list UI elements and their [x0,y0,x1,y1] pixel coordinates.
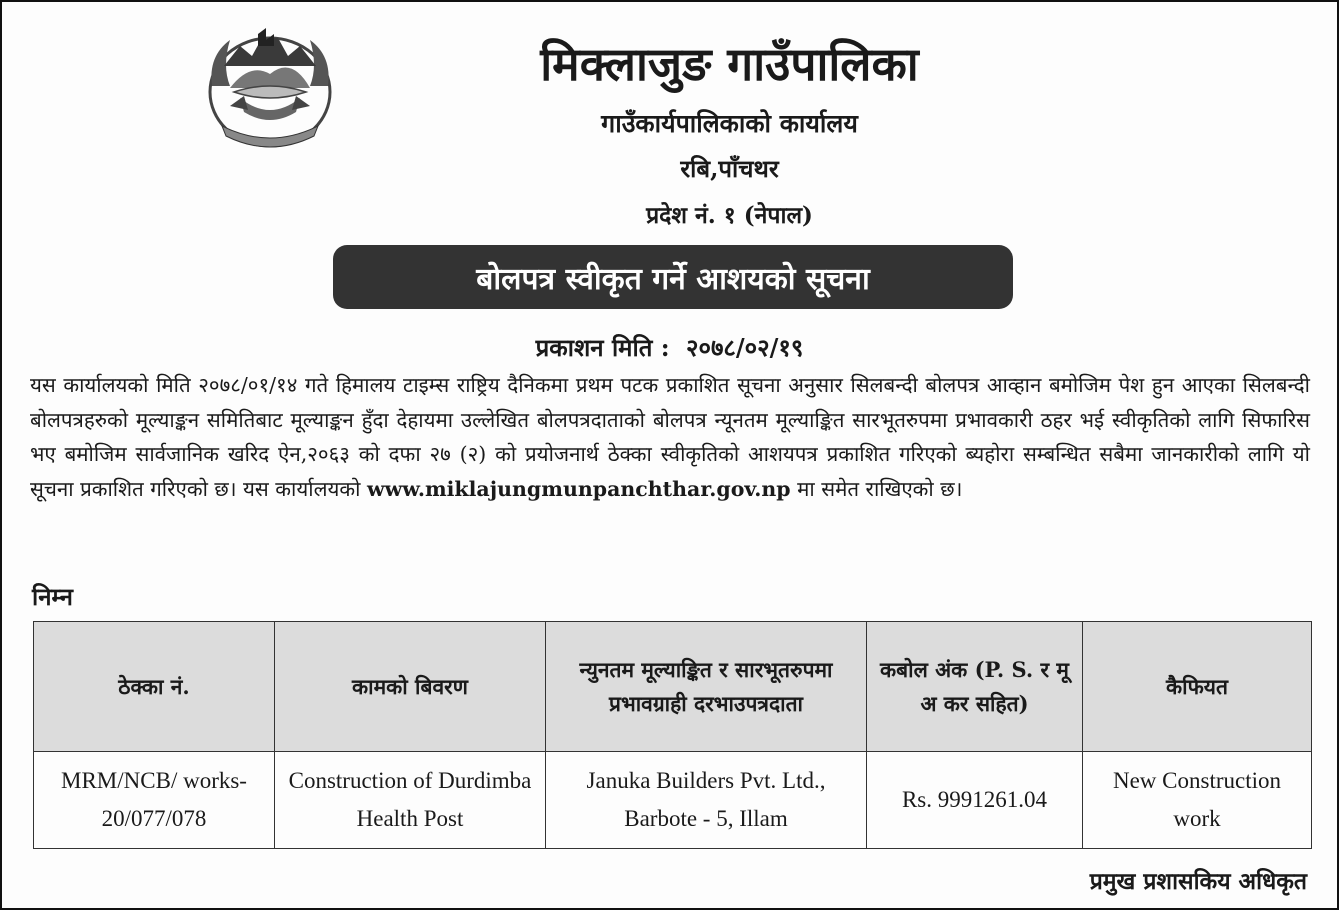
cell-bidder: Januka Builders Pvt. Ltd., Barbote - 5, Illam [546,752,867,849]
cell-remarks: New Construction work [1083,752,1312,849]
tender-table [33,621,1312,849]
province-name: प्रदेश नं. १ (नेपाल) [646,202,813,229]
publication-date-line [2,331,1337,364]
header-bidder: न्युनतम मूल्याङ्कित र सारभूतरुपमा प्रभावग्राही दरभाउपत्रदाता [546,622,867,752]
header-remarks: कैफियत [1083,622,1312,752]
cell-description: Construction of Durdimba Health Post [275,752,546,849]
notice-body-text-end: मा समेत राखिएको छ। [797,476,963,501]
notice-body [30,368,1310,506]
office-name: गाउँकार्यपालिकाको कार्यालय [601,109,858,138]
cell-contract-no: MRM/NCB/ works-20/077/078 [34,752,275,849]
cell-amount: Rs. 9991261.04 [867,752,1083,849]
signatory-title: प्रमुख प्रशासकिय अधिकृत [1089,868,1307,895]
office-location: रबि,पाँचथर [680,154,779,183]
header-description: कामको बिवरण [275,622,546,752]
website-link[interactable]: www.miklajungmunpanchthar.gov.np [366,476,791,501]
municipality-title: मिक्लाजुङ गाउँपालिका [540,37,919,91]
header-contract-no: ठेक्का नं. [34,622,275,752]
notice-heading-banner [333,245,1013,309]
header-amount: कबोल अंक (P. S. र मू अ कर सहित) [867,622,1083,752]
table-header-row [34,622,1312,752]
publication-date-label: प्रकाशन मिति : [535,333,670,362]
table-row [34,752,1312,849]
notice-heading: बोलपत्र स्वीकृत गर्ने आशयको सूचना [476,261,870,297]
publication-date: २०७८/०२/१९ [685,333,804,362]
notice-body-text: यस कार्यालयको मिति २०७८/०१/१४ गते हिमालय टाइम्स राष्ट्रिय दैनिकमा प्रथम पटक प्रकाशित सूचना अनुसार सिलबन्दी बोलपत्र आव्हान बमोजिम पेश हुन आएका सिलबन्दी बोलपत्रहरुको मूल्याङ्कन समितिबाट मूल्याङ्कन हुँदा देहायमा उल्लेखित बोलपत्रदाताको बोलपत्र न्यूनतम मूल्याङ्कित सारभूतरुपमा प्रभावकारी ठहर भई स्वीकृतिको लागि सिफारिस भए बमोजिम सार्वजानिक खरिद ऐन,२०६३ को दफा २७ (२) को प्रयोजनार्थ ठेक्का स्वीकृतिको आशयपत्र प्रकाशित गरिएको ब्यहोरा सम्बन्धित सबैमा जानकारीको लागि यो सूचना प्रकाशित गरिएको छ। यस कार्यालयको [30,373,1310,501]
list-label: निम्न [32,582,73,611]
